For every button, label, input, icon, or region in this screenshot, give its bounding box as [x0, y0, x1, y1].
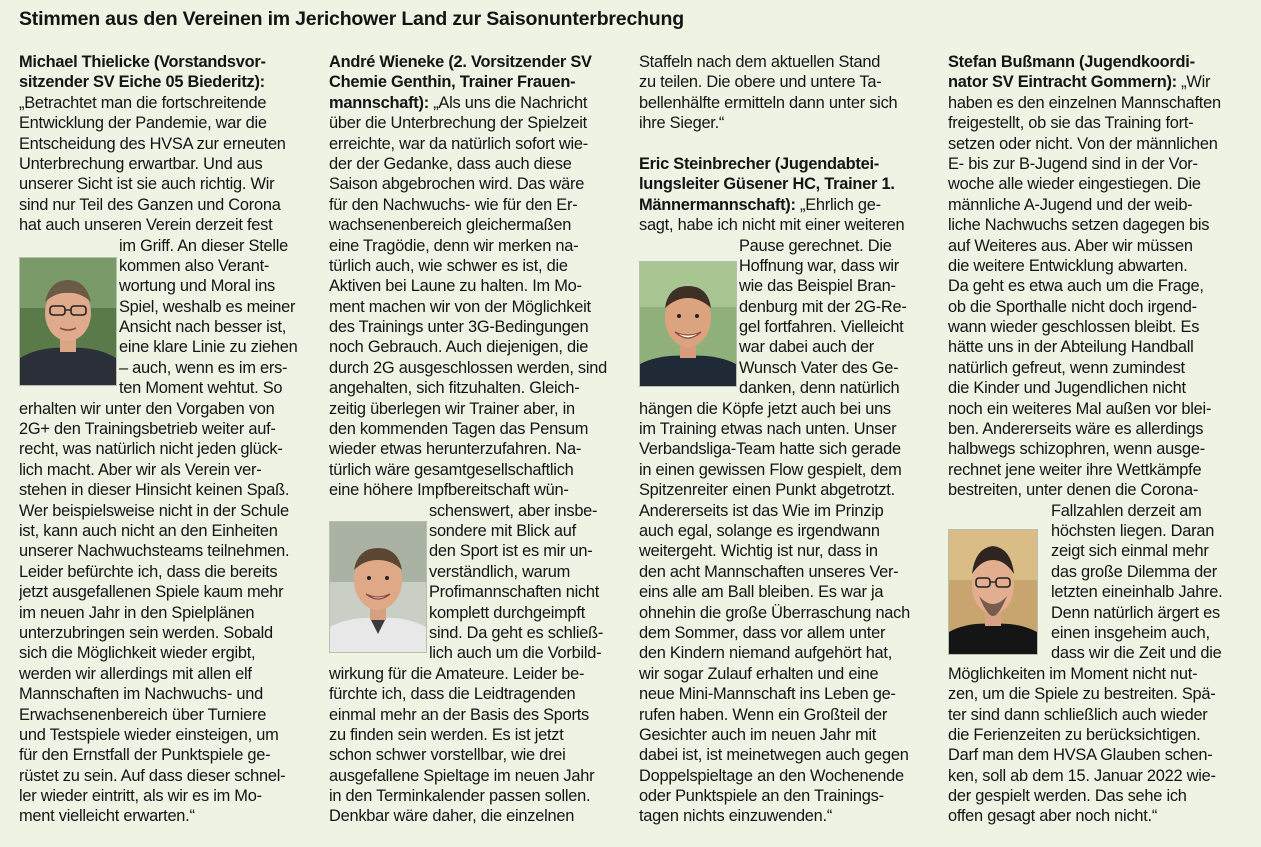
quote-text: in einen gewissen Flow gespielt, dem — [639, 460, 902, 479]
text-line — [639, 541, 935, 561]
text-line — [329, 93, 625, 113]
text-line — [329, 195, 625, 215]
quote-text: Pause gerechnet. Die — [739, 236, 892, 255]
text-line — [329, 705, 625, 725]
text-line — [19, 541, 315, 561]
text-line — [19, 582, 315, 602]
quote-text: noch ein weiteres Mal außen vor blei- — [948, 399, 1212, 418]
text-line — [639, 72, 935, 92]
quote-text: dem Sommer, dass vor allem unter — [639, 623, 886, 642]
quote-text: die Ferienzeiten zu berücksichtigen. — [948, 725, 1201, 744]
quote-text: den kommenden Tagen das Pensum — [329, 420, 589, 439]
quote-text: ter sind dann schließlich auch wieder — [948, 705, 1208, 724]
quote-text: unterzubringen sein werden. Sobald — [19, 623, 273, 642]
text-line — [19, 52, 315, 72]
text-line — [948, 256, 1244, 276]
text-line — [948, 52, 1244, 72]
quote-text: das große Dilemma der — [1051, 562, 1218, 581]
quote-text: dabei ist, ist meinetwegen auch gegen — [639, 746, 909, 765]
column-thielicke — [19, 52, 315, 827]
speaker-name: Michael Thielicke (Vorstandsvor- — [19, 53, 266, 71]
quote-text: ihre Sieger.“ — [639, 114, 725, 133]
quote-text: tagen nichts einzuwenden.“ — [639, 807, 833, 826]
quote-text: „Wir — [1176, 73, 1211, 92]
quote-text: Hoffnung war, dass wir — [739, 256, 900, 275]
text-line — [19, 745, 315, 765]
quote-text: verständlich, warum — [429, 562, 570, 581]
text-line — [639, 154, 935, 174]
text-line — [948, 276, 1244, 296]
quote-text: männliche A-Jugend und der weib- — [948, 195, 1193, 214]
quote-text: Profimannschaften nicht — [429, 583, 600, 602]
quote-text: setzen oder nicht. Von der männlichen — [948, 134, 1218, 153]
text-line — [329, 480, 625, 500]
text-line — [329, 358, 625, 378]
quote-text: zu teilen. Die obere und untere Ta- — [639, 73, 882, 92]
portrait-bussmann — [948, 529, 1038, 655]
quote-text: durch 2G ausgeschlossen werden, sind — [329, 358, 608, 377]
quote-text: halbwegs schizophren, wenn ausge- — [948, 440, 1205, 459]
text-line — [329, 256, 625, 276]
text-line — [639, 623, 935, 643]
text-line — [948, 358, 1244, 378]
quote-text: bellenhälfte ermitteln dann unter sich — [639, 93, 898, 112]
text-line — [19, 460, 315, 480]
quote-text: die Kinder und Jugendlichen nicht — [948, 379, 1186, 398]
text-line — [329, 317, 625, 337]
text-line — [19, 72, 315, 92]
text-line — [639, 113, 935, 133]
quote-text: Da geht es etwa auch um die Frage, — [948, 277, 1204, 296]
portrait-thielicke — [19, 257, 117, 386]
portrait-steinbrecher — [639, 261, 737, 387]
text-line — [329, 154, 625, 174]
text-line — [639, 643, 935, 663]
quote-text: Gesichter auch im neuen Jahr mit — [639, 725, 877, 744]
quote-text: Entscheidung des HVSA zur erneuten — [19, 134, 286, 153]
quote-text: kommen also Verant- — [119, 256, 270, 275]
text-line — [329, 72, 625, 92]
text-line — [19, 154, 315, 174]
text-line — [948, 236, 1244, 256]
quote-text: fürchte ich, dass die Leidtragenden — [329, 685, 576, 704]
quote-text: türlich wäre gesamtgesellschaftlich — [329, 460, 574, 479]
text-line — [329, 337, 625, 357]
text-line — [19, 643, 315, 663]
quote-text: dass wir die Zeit und die — [1051, 644, 1222, 663]
quote-text: zeigt sich einmal mehr — [1051, 542, 1209, 561]
text-line — [329, 419, 625, 439]
quote-text: wir sogar Zulauf erhalten und eine — [639, 664, 879, 683]
text-line — [329, 664, 625, 684]
text-line — [639, 439, 935, 459]
quote-text: war dabei auch der — [739, 338, 874, 357]
text-line — [639, 725, 935, 745]
text-line — [948, 337, 1244, 357]
quote-text: einen insgeheim auch, — [1051, 623, 1210, 642]
text-line — [948, 806, 1244, 826]
quote-text: Wer beispielsweise nicht in der Schule — [19, 501, 289, 520]
quote-text: haben es den einzelnen Mannschaften — [948, 93, 1221, 112]
text-line — [329, 766, 625, 786]
text-line — [948, 134, 1244, 154]
text-line — [948, 664, 1244, 684]
text-line — [19, 806, 315, 826]
quote-text: wachsenenbereich gleichermaßen — [329, 216, 572, 235]
text-line — [948, 419, 1244, 439]
quote-text: unserer Nachwuchsteams teilnehmen. — [19, 542, 290, 561]
quote-text: zeitig überlegen wir Trainer aber, in — [329, 399, 575, 418]
text-line — [19, 664, 315, 684]
text-line — [639, 521, 935, 541]
text-line — [639, 766, 935, 786]
quote-text: rechnet jene weiter ihre Wettkämpfe — [948, 460, 1202, 479]
quote-text: zu finden sein werden. Es ist jetzt — [329, 725, 564, 744]
text-line — [19, 480, 315, 500]
text-line — [329, 725, 625, 745]
quote-text: Denn natürlich ärgert es — [1051, 603, 1220, 622]
quote-text: Unterbrechung erwartbar. Und aus — [19, 154, 263, 173]
quote-text: eine höhere Impfbereitschaft wün- — [329, 481, 569, 500]
text-line — [329, 134, 625, 154]
text-line — [329, 439, 625, 459]
quote-text: rufen haben. Wenn ein Großteil der — [639, 705, 888, 724]
quote-text: rüstet zu sein. Auf dass dieser schnel- — [19, 766, 286, 785]
headline: Stimmen aus den Vereinen im Jerichower Land zur Saisonunterbrechung — [19, 8, 684, 30]
quote-text: weitergeht. Wichtig ist nur, dass in — [639, 542, 878, 561]
quote-text: oder Punktspiele an den Trainings- — [639, 787, 884, 806]
text-line — [639, 745, 935, 765]
text-line — [948, 297, 1244, 317]
text-line — [639, 664, 935, 684]
quote-text: wortung und Moral ins — [119, 277, 276, 296]
text-line — [329, 745, 625, 765]
text-line — [639, 684, 935, 704]
text-line — [329, 236, 625, 256]
quote-text: die weitere Entwicklung abwarten. — [948, 256, 1188, 275]
text-line — [19, 725, 315, 745]
text-line — [329, 684, 625, 704]
quote-text: Fallzahlen derzeit am — [1051, 501, 1202, 520]
quote-text: angehalten, sich fitzuhalten. Gleich- — [329, 379, 580, 398]
text-line — [639, 480, 935, 500]
text-line — [329, 113, 625, 133]
quote-text: im neuen Jahr in den Spielplänen — [19, 603, 255, 622]
text-line — [19, 501, 315, 521]
text-line — [19, 195, 315, 215]
quote-text: ten Moment wehtut. So — [119, 379, 283, 398]
text-line — [329, 378, 625, 398]
column-wieneke — [329, 52, 625, 827]
text-line — [329, 399, 625, 419]
text-line — [639, 501, 935, 521]
text-line — [948, 705, 1244, 725]
quote-text: in den Terminkalender passen sollen. — [329, 787, 591, 806]
quote-text: ohnehin die große Überraschung nach — [639, 603, 910, 622]
quote-text: wann wieder geschlossen bleibt. Es — [948, 318, 1200, 337]
text-line — [948, 439, 1244, 459]
text-line — [19, 399, 315, 419]
quote-text: danken, denn natürlich — [739, 379, 900, 398]
column-bussmann — [948, 52, 1244, 827]
quote-text: liche Nachwuchs setzen dagegen bis — [948, 216, 1210, 235]
text-line — [19, 93, 315, 113]
quote-text: wirkung für die Amateure. Leider be- — [329, 664, 585, 683]
quote-text: wieder etwas herunterzufahren. Na- — [329, 440, 582, 459]
quote-text: gel fortfahren. Vielleicht — [739, 318, 904, 337]
text-line — [329, 501, 625, 521]
quote-text: sondere mit Blick auf — [429, 521, 576, 540]
quote-text: Denkbar wäre daher, die einzelnen — [329, 807, 575, 826]
text-line — [639, 215, 935, 235]
text-line — [19, 562, 315, 582]
quote-text: neue Mini-Mannschaft ins Leben ge- — [639, 685, 896, 704]
quote-text: „Betrachtet man die fortschreitende — [19, 93, 267, 112]
text-line — [948, 460, 1244, 480]
text-line — [948, 72, 1244, 92]
quote-text: Saison abgebrochen wird. Das wäre — [329, 175, 585, 194]
text-line — [639, 603, 935, 623]
quote-text: Doppelspieltage an den Wochenende — [639, 766, 904, 785]
text-line — [329, 174, 625, 194]
quote-text: der der Gedanke, dass auch diese — [329, 154, 572, 173]
quote-text: Leider befürchte ich, dass die bereits — [19, 562, 278, 581]
quote-text: natürlich gefreut, wenn zumindest — [948, 358, 1185, 377]
quote-text: den Sport ist es mir un- — [429, 542, 593, 561]
quote-text: jetzt ausgefallenen Spiele kaum mehr — [19, 583, 284, 602]
quote-text: hätte uns in der Abteilung Handball — [948, 338, 1194, 357]
text-line — [639, 582, 935, 602]
column-steinbrecher — [639, 52, 935, 827]
text-line — [639, 236, 935, 256]
quote-text: Aktiven bei Laune zu halten. Im Mo- — [329, 277, 582, 296]
quote-text: eins alle am Ball bleiben. Es war ja — [639, 583, 884, 602]
text-line — [948, 786, 1244, 806]
quote-text: hat auch unseren Verein derzeit fest — [19, 216, 273, 235]
quote-text: schenswert, aber insbe- — [429, 501, 598, 520]
quote-text: Andererseits ist das Wie im Prinzip — [639, 501, 884, 520]
quote-text: schon schwer vorstellbar, wie drei — [329, 746, 566, 765]
text-line — [19, 603, 315, 623]
text-line — [948, 745, 1244, 765]
speaker-name: Eric Steinbrecher (Jugendabtei- — [639, 154, 879, 173]
text-line — [19, 439, 315, 459]
quote-text: E- bis zur B-Jugend sind in der Vor- — [948, 154, 1198, 173]
text-line — [639, 399, 935, 419]
quote-text: und Testspiele wieder einsteigen, um — [19, 725, 279, 744]
text-line — [329, 297, 625, 317]
quote-text: denburg mit der 2G-Re- — [739, 297, 907, 316]
quote-text: unserer Sicht ist sie auch richtig. Wir — [19, 175, 275, 194]
quote-text: des Trainings unter 3G-Bedingungen — [329, 318, 589, 337]
text-line — [639, 52, 935, 72]
text-line — [19, 521, 315, 541]
text-line — [329, 215, 625, 235]
text-line — [948, 195, 1244, 215]
quote-text: eine klare Linie zu ziehen — [119, 338, 298, 357]
text-line — [329, 460, 625, 480]
quote-text: im Griff. An dieser Stelle — [119, 236, 289, 255]
quote-text: werden wir allerdings mit allen elf — [19, 664, 252, 683]
text-line — [19, 215, 315, 235]
quote-text: den Kindern niemand aufgehört hat, — [639, 644, 893, 663]
quote-text: woche alle wieder eingestiegen. Die — [948, 175, 1201, 194]
quote-text: im Training etwas nach unten. Unser — [639, 420, 897, 439]
quote-text: Darf man dem HVSA Glauben schen- — [948, 746, 1213, 765]
text-line — [19, 419, 315, 439]
text-line — [948, 93, 1244, 113]
quote-text: Wunsch Vater des Ge- — [739, 358, 899, 377]
text-line — [19, 766, 315, 786]
quote-text: Verbandsliga-Team hatte sich gerade — [639, 440, 901, 459]
quote-text: Spitzenreiter einen Punkt abgetrotzt. — [639, 481, 895, 500]
text-line — [329, 806, 625, 826]
quote-text: den acht Mannschaften unseres Ver- — [639, 562, 899, 581]
text-line — [948, 174, 1244, 194]
quote-text: „Ehrlich ge- — [795, 195, 881, 214]
quote-text: zen, um die Spiele zu bestreiten. Spä- — [948, 685, 1216, 704]
quote-text: noch Gebrauch. Auch diejenigen, die — [329, 338, 589, 357]
quote-text: Staffeln nach dem aktuellen Stand — [639, 53, 881, 71]
text-line — [19, 684, 315, 704]
text-line — [19, 174, 315, 194]
quote-text: erreichte, war da natürlich sofort wie- — [329, 134, 588, 153]
quote-text: offen gesagt aber noch nicht.“ — [948, 807, 1158, 826]
quote-text: auch egal, solange es irgendwann — [639, 521, 880, 540]
quote-text: lich macht. Aber wir als Verein ver- — [19, 460, 262, 479]
text-line — [19, 705, 315, 725]
text-line — [19, 134, 315, 154]
quote-text: sagt, habe ich nicht mit einer weiteren — [639, 216, 905, 235]
quote-text: Ansicht nach besser ist, — [119, 318, 287, 337]
text-line — [948, 766, 1244, 786]
text-line — [948, 154, 1244, 174]
quote-text: sind. Da geht es schließ- — [429, 623, 604, 642]
quote-text: erhalten wir unter den Vorgaben von — [19, 399, 275, 418]
quote-text: für den Ernstfall der Punktspiele ge- — [19, 746, 271, 765]
speaker-name: Chemie Genthin, Trainer Frauen- — [329, 73, 576, 92]
speaker-name: Stefan Bußmann (Jugendkoordi- — [948, 53, 1195, 71]
text-line — [329, 52, 625, 72]
quote-text: komplett durchgeimpft — [429, 603, 585, 622]
quote-text: einmal mehr an der Basis des Sports — [329, 705, 589, 724]
speaker-name: nator SV Eintracht Gommern): — [948, 73, 1177, 92]
quote-text: wie das Beispiel Bran- — [739, 277, 896, 296]
text-line — [639, 174, 935, 194]
quote-text: sind nur Teil des Ganzen und Corona — [19, 195, 281, 214]
text-line — [639, 786, 935, 806]
quote-text: ben. Andererseits wäre es allerdings — [948, 420, 1204, 439]
text-line — [639, 419, 935, 439]
quote-text: höchsten liegen. Daran — [1051, 521, 1215, 540]
text-line — [639, 460, 935, 480]
quote-text: letzten eineinhalb Jahre. — [1051, 583, 1223, 602]
text-line — [19, 113, 315, 133]
speaker-name: mannschaft): — [329, 93, 429, 112]
quote-text: für den Nachwuchs- wie für den Er- — [329, 195, 578, 214]
quote-text: Erwachsenenbereich über Turniere — [19, 705, 267, 724]
portrait-wieneke — [329, 521, 427, 653]
quote-text: über die Unterbrechung der Spielzeit — [329, 114, 587, 133]
text-line — [19, 786, 315, 806]
quote-text: sich die Möglichkeit wieder ergibt, — [19, 644, 256, 663]
quote-text: ob die Sporthalle nicht doch irgend- — [948, 297, 1197, 316]
text-line — [329, 786, 625, 806]
speaker-name: lungsleiter Güsener HC, Trainer 1. — [639, 175, 895, 194]
text-line — [948, 215, 1244, 235]
quote-text: Möglichkeiten im Moment nicht nut- — [948, 664, 1198, 683]
quote-text: ken, soll ab dem 15. Januar 2022 wie- — [948, 766, 1216, 785]
text-line — [639, 562, 935, 582]
quote-text: freigestellt, ob sie das Training fort- — [948, 114, 1194, 133]
quote-text: der gespielt werden. Das sehe ich — [948, 787, 1187, 806]
quote-text: – auch, wenn es im ers- — [119, 358, 288, 377]
text-line — [948, 684, 1244, 704]
quote-text: „Als uns die Nachricht — [428, 93, 588, 112]
speaker-name: sitzender SV Eiche 05 Biederitz): — [19, 73, 265, 92]
text-line — [19, 623, 315, 643]
text-line — [948, 113, 1244, 133]
text-line — [639, 195, 935, 215]
quote-text: ler wieder eintritt, als wir es im Mo- — [19, 787, 262, 806]
quote-text: stehen in dieser Hinsicht keinen Spaß. — [19, 481, 290, 500]
text-line — [639, 705, 935, 725]
text-line — [948, 378, 1244, 398]
text-line — [948, 480, 1244, 500]
speaker-name: André Wieneke (2. Vorsitzender SV — [329, 53, 592, 71]
quote-text: ment vielleicht erwarten.“ — [19, 807, 195, 826]
quote-text: Spiel, weshalb es meiner — [119, 297, 296, 316]
quote-text: lich auch um die Vorbild- — [429, 644, 602, 663]
text-line — [948, 399, 1244, 419]
quote-text: hängen die Köpfe jetzt auch bei uns — [639, 399, 891, 418]
text-line — [19, 236, 315, 256]
quote-text: auf Weiteres aus. Aber wir müssen — [948, 236, 1193, 255]
quote-text: Entwicklung der Pandemie, war die — [19, 114, 267, 133]
quote-text: eine Tragödie, denn wir merken na- — [329, 236, 579, 255]
text-line — [329, 276, 625, 296]
text-line — [948, 725, 1244, 745]
quote-text: Mannschaften im Nachwuchs- und — [19, 685, 263, 704]
quote-text: ist, kann auch nicht an den Einheiten — [19, 521, 278, 540]
quote-text: türlich auch, wie schwer es ist, die — [329, 256, 568, 275]
quote-text: ment machen wir von der Möglichkeit — [329, 297, 591, 316]
text-line — [948, 317, 1244, 337]
quote-text: 2G+ den Trainingsbetrieb weiter auf- — [19, 420, 276, 439]
text-line — [948, 501, 1244, 521]
text-line — [639, 806, 935, 826]
text-line — [639, 93, 935, 113]
quote-text: recht, was natürlich nicht jeden glück- — [19, 440, 283, 459]
speaker-name: Männermannschaft): — [639, 195, 796, 214]
text-line — [639, 134, 935, 154]
quote-text: bestreiten, unter denen die Corona- — [948, 481, 1199, 500]
quote-text: ausgefallene Spieltage im neuen Jahr — [329, 766, 595, 785]
